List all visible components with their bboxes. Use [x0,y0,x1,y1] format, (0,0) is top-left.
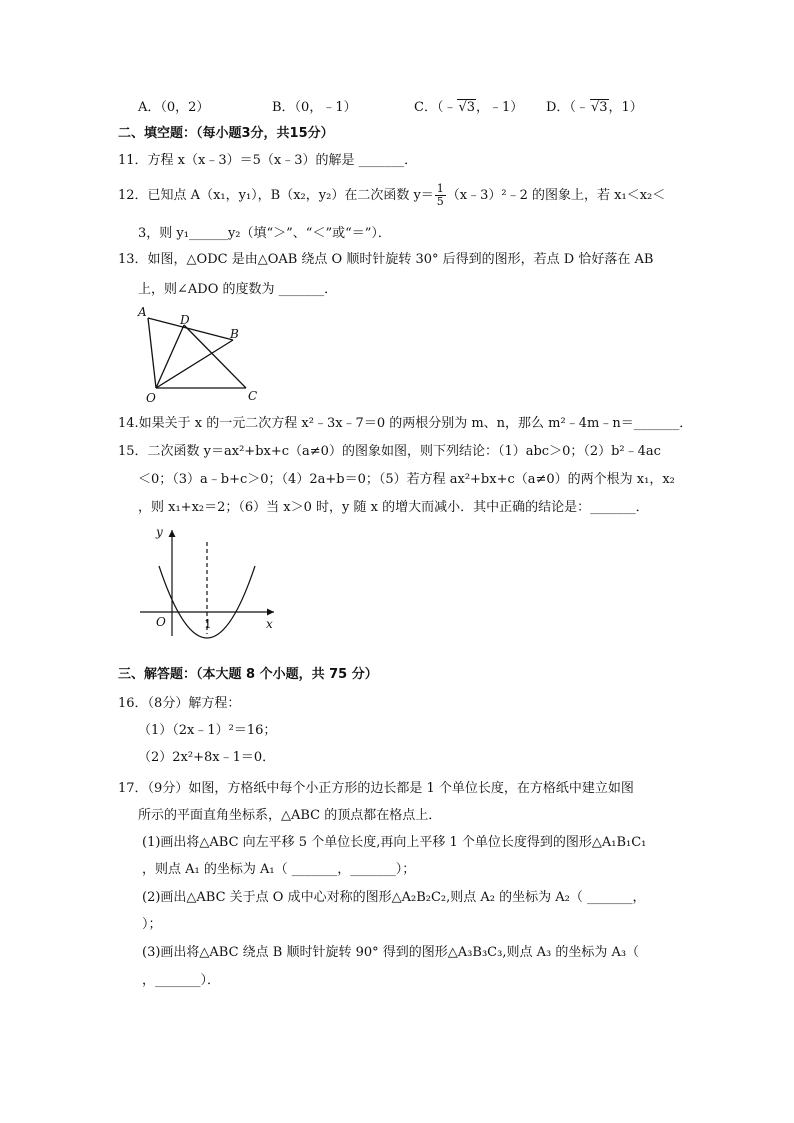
label-o: O [146,391,156,405]
option-d: D．（﹣ √3，1） [546,100,643,115]
label-one: 1 [204,617,212,631]
question-12-line1: 12．已知点 A（x₁，y₁），B（x₂，y₂）在二次函数 y＝ $\frac{1}{5}$ （x﹣3）²﹣2 的图象上，若 x₁＜x₂＜ [118,182,666,208]
question-17-line2: 所示的平面直角坐标系，△ABC 的顶点都在格点上． [138,808,442,823]
question-13-line2: 上，则∠ADO 的度数为 _______． [138,282,338,297]
question-16-part1: （1）（2x﹣1）²＝16； [138,723,277,738]
question-16-title: 16．（8分）解方程： [118,696,241,711]
question-15-line2: ＜0；（3）a﹣b+c＞0；（4）2a+b＝0；（5）若方程 ax²+bx+c（a≠0）的两个根为 x₁，x₂ [138,472,675,487]
question-12-line2: 3，则 y₁______y₂（填“＞”、“＜”或“＝”）． [138,226,391,241]
figure-13-rotation [130,300,270,408]
question-17-part2-end: ）； [142,917,162,932]
label-origin: O [156,615,166,629]
label-y: y [156,525,163,539]
option-b: B．（0，﹣1） [272,100,357,115]
sqrt-symbol: √3 [458,100,476,115]
question-16-part2: （2）2x²+8x﹣1＝0． [138,750,276,765]
section-title-solve: 三、解答题：（本大题 8 个小题，共 75 分） [118,667,378,682]
question-17-part1: (1)画出将△ABC 向左平移 5 个单位长度,再向上平移 1 个单位长度得到的图形△A₁B₁C₁ [142,835,647,850]
fraction: $\frac{1}{5}$ [436,182,444,208]
figure-15-parabola [132,520,282,640]
question-11: 11．方程 x（x﹣3）＝5（x﹣3）的解是 _______． [118,153,418,168]
label-d: D [180,313,190,327]
question-14: 14.如果关于 x 的一元二次方程 x²﹣3x﹣7＝0 的两根分别为 m、n，那么 m²﹣4m﹣n＝_______． [118,416,693,431]
label-c: C [248,389,258,403]
sqrt-symbol: √3 [590,100,608,115]
question-17-part1-answer: ，则点 A₁ 的坐标为 A₁（ _______，_______）； [142,862,416,877]
segment-ao [148,318,156,388]
label-x: x [266,617,273,631]
question-17-part3: (3)画出将△ABC 绕点 B 顺时针旋转 90° 得到的图形△A₃B₃C₃,则点 A₃ 的坐标为 A₃（ [142,945,640,960]
question-17-part3-end: ，_______）． [142,973,221,988]
question-17-part2: (2)画出△ABC 关于点 O 成中心对称的图形△A₂B₂C₂,则点 A₂ 的坐标为 A₂（ _______， [142,890,646,905]
question-13-line1: 13．如图，△ODC 是由△OAB 绕点 O 顺时针旋转 30° 后得到的图形，若点 D 恰好落在 AB [118,252,654,267]
option-a: A．（0，2） [138,100,210,115]
label-b: B [230,327,239,341]
question-15-line1: 15．二次函数 y＝ax²+bx+c（a≠0）的图象如图，则下列结论：（1）abc＞0；（2）b²﹣4ac [118,444,661,459]
segment-ab [148,318,233,340]
question-15-line3: ，则 x₁+x₂＝2；（6）当 x＞0 时，y 随 x 的增大而减小．其中正确的结论是：_______． [138,500,649,515]
question-17-line1: 17．（9分）如图，方格纸中每个小正方形的边长都是 1 个单位长度，在方格纸中建立如图 [118,781,634,796]
label-a: A [138,305,147,319]
section-title-fill-in: 二、填空题：（每小题3分，共15分） [118,126,334,141]
segment-ob [156,340,233,388]
option-c: C．（﹣ √3，﹣1） [414,100,524,115]
